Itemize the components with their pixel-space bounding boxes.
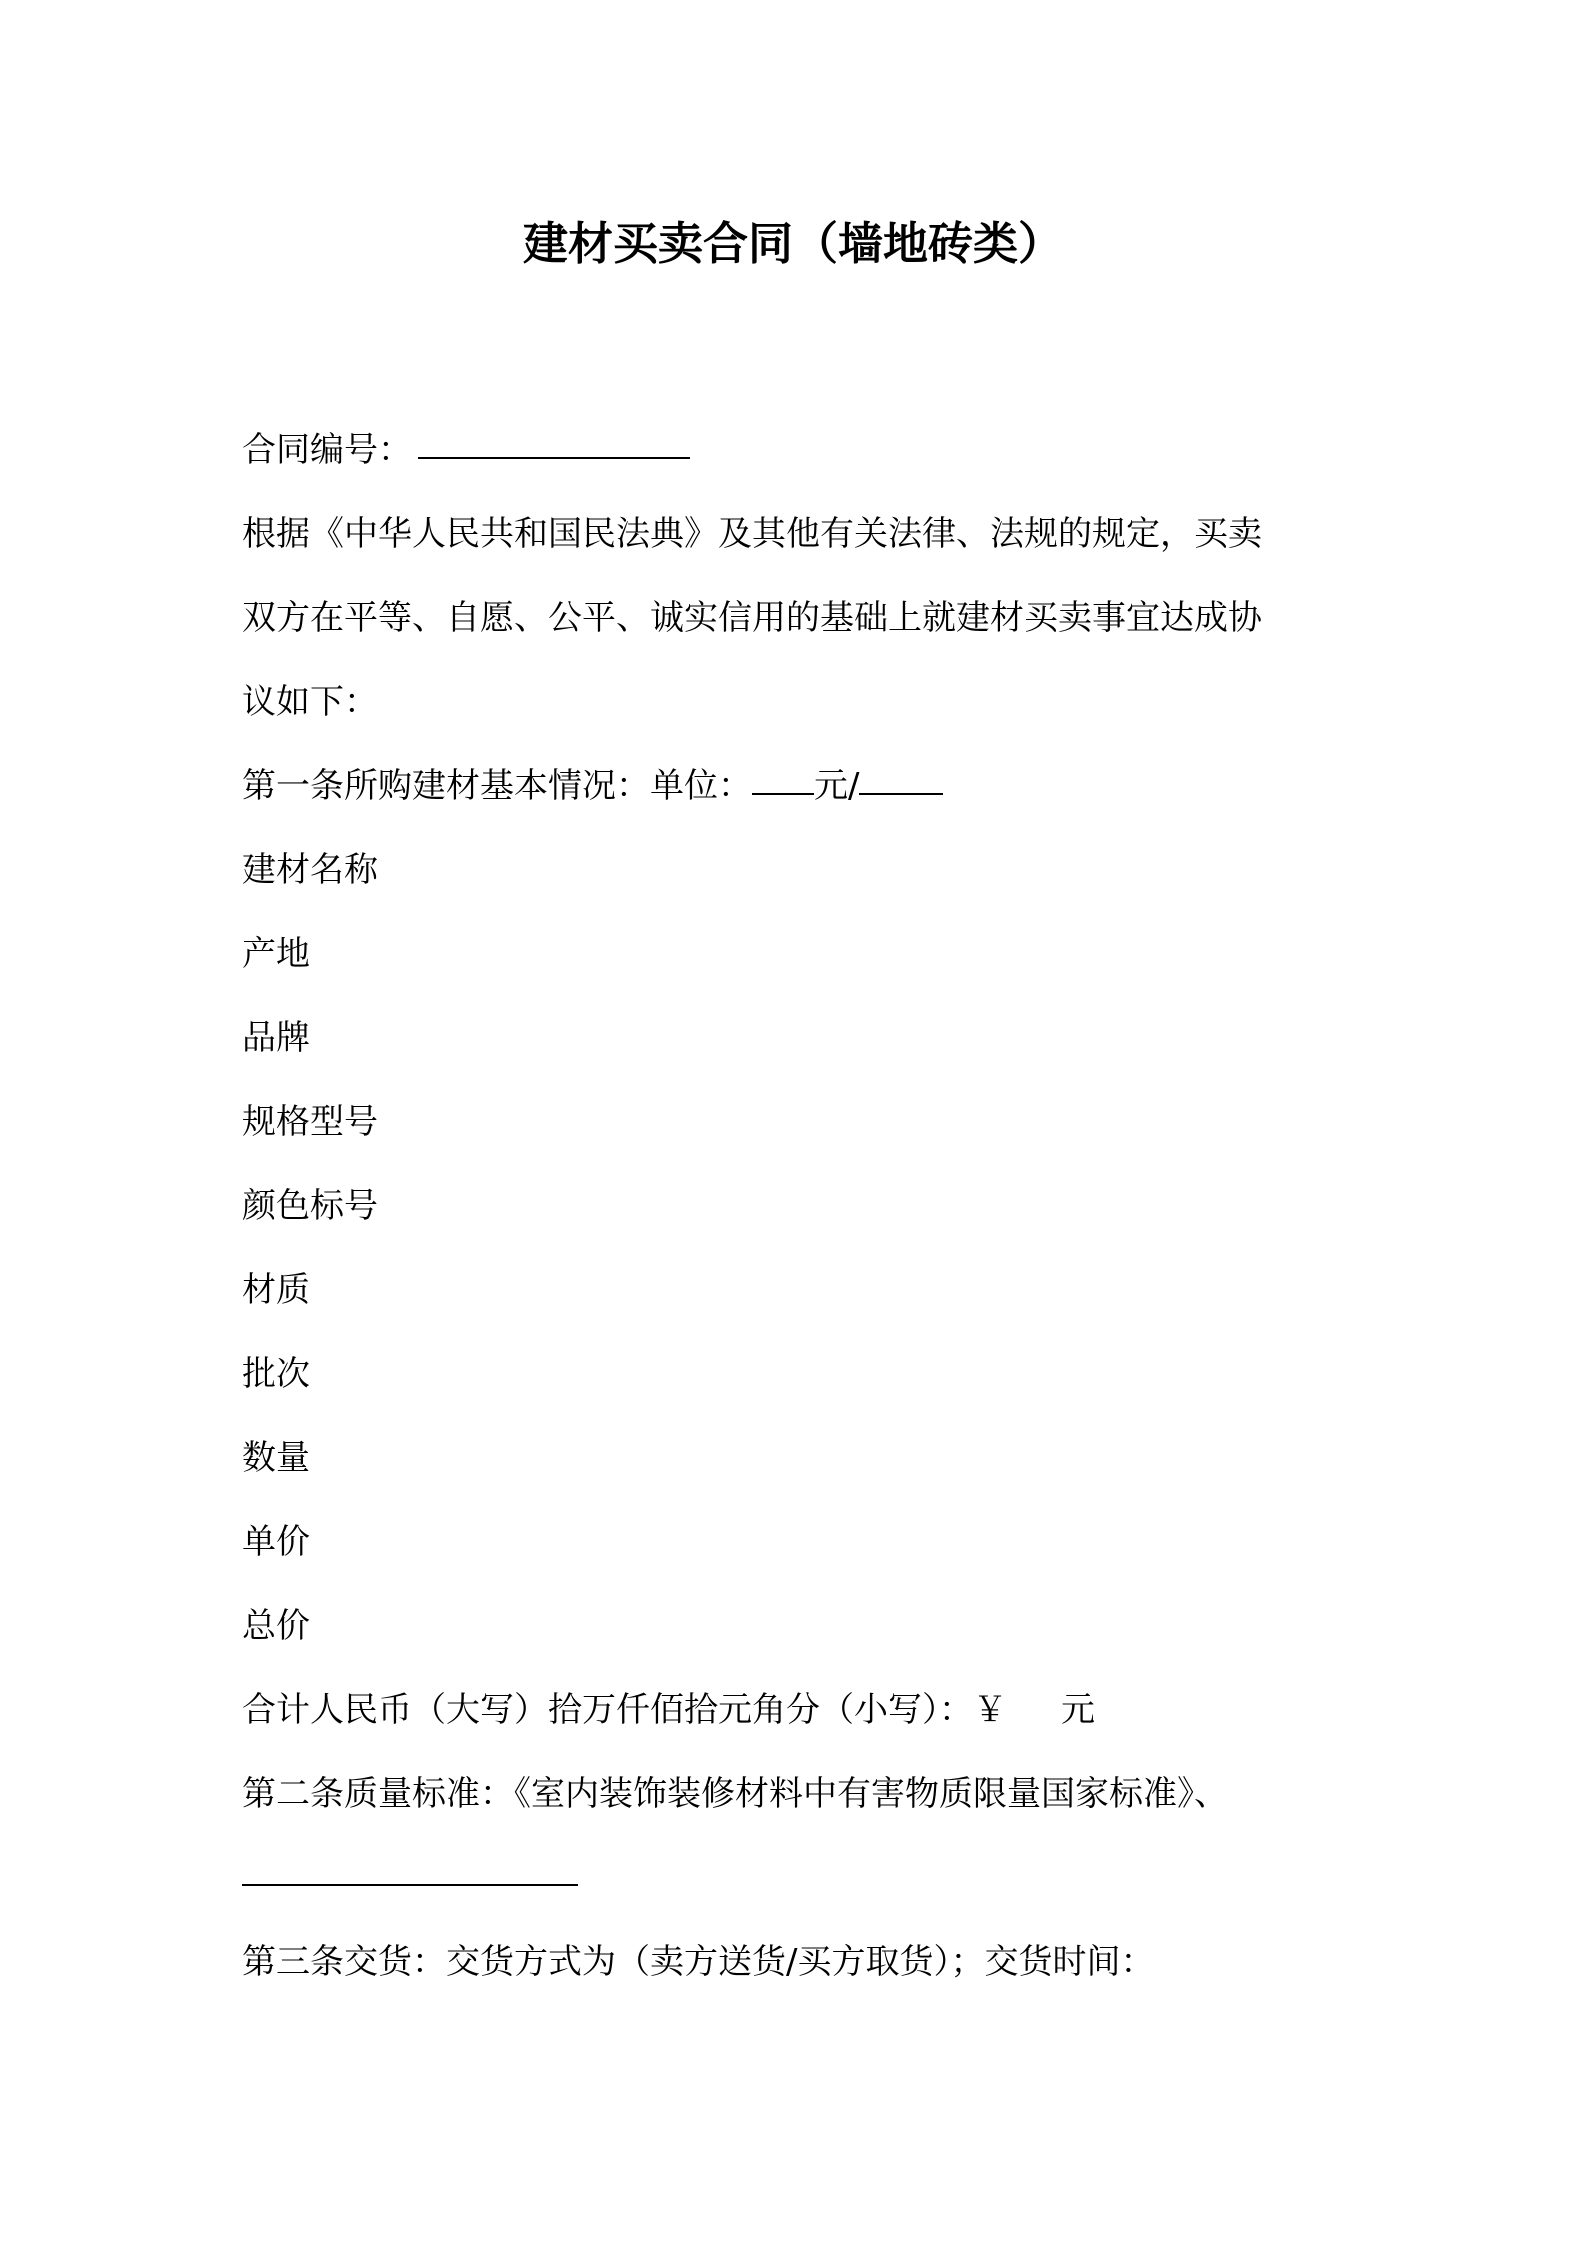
total-amount-yuan: 元 xyxy=(1061,1690,1095,1730)
intro-line-1: 根据《中华人民共和国民法典》及其他有关法律、法规的规定，买卖 xyxy=(242,514,1262,554)
quality-standard-blank-line xyxy=(242,1836,1362,1920)
contract-number-label: 合同编号： xyxy=(242,430,412,470)
document-title: 建材买卖合同（墙地砖类） xyxy=(522,217,1063,270)
field-total-price: 总价 xyxy=(242,1606,310,1646)
quality-standard-blank xyxy=(242,1884,578,1886)
intro-line-3: 议如下： xyxy=(242,682,378,722)
unit-blank xyxy=(859,793,943,795)
field-material-name: 建材名称 xyxy=(242,850,378,890)
contract-number-line xyxy=(242,408,1362,492)
article-1-line xyxy=(242,744,1362,828)
article-3-line: 第三条交货：交货方式为（卖方送货/买方取货）；交货时间： xyxy=(242,1942,1155,1982)
field-brand: 品牌 xyxy=(242,1018,310,1058)
field-material: 材质 xyxy=(242,1270,310,1310)
article-1-prefix: 第一条所购建材基本情况：单位： xyxy=(242,766,752,806)
article-2-line: 第二条质量标准：《室内装饰装修材料中有害物质限量国家标准》、 xyxy=(242,1774,1228,1814)
intro-line-2: 双方在平等、自愿、公平、诚实信用的基础上就建材买卖事宜达成协 xyxy=(242,598,1262,638)
total-amount-line xyxy=(242,1668,1362,1752)
field-origin: 产地 xyxy=(242,934,310,974)
field-batch: 批次 xyxy=(242,1354,310,1394)
contract-number-blank xyxy=(418,457,690,459)
field-unit-price: 单价 xyxy=(242,1522,310,1562)
total-amount-text: 合计人民币（大写）拾万仟佰拾元角分（小写）：￥ xyxy=(242,1690,1007,1730)
field-quantity: 数量 xyxy=(242,1438,310,1478)
field-spec-model: 规格型号 xyxy=(242,1102,378,1142)
field-color-code: 颜色标号 xyxy=(242,1186,378,1226)
document-body xyxy=(242,408,1362,2004)
unit-price-blank xyxy=(752,793,814,795)
article-1-yuan: 元/ xyxy=(814,766,860,806)
